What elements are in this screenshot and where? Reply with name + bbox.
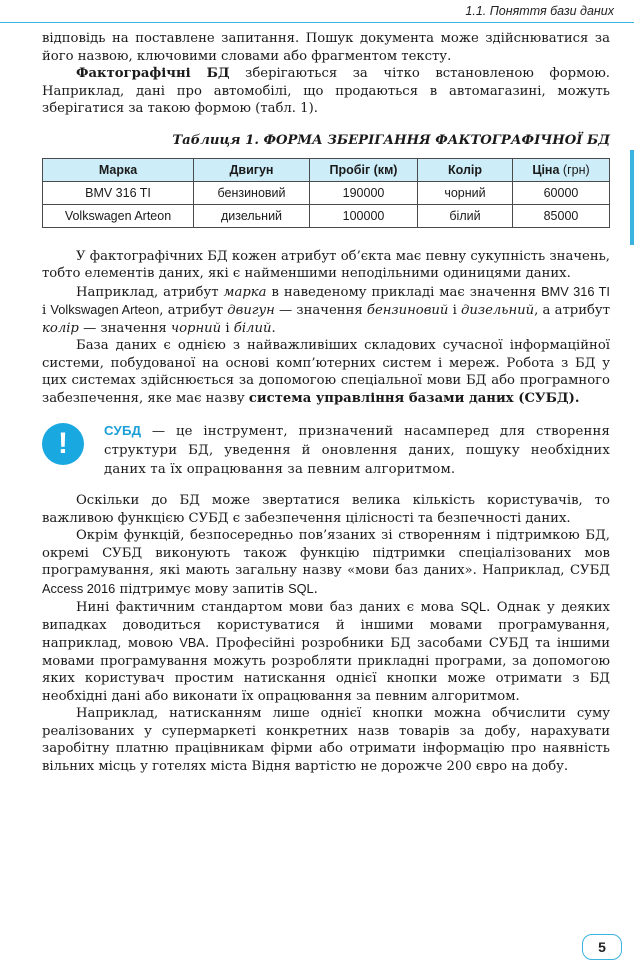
text-run: в наведеному прикладі має значення (266, 284, 542, 300)
paragraph-attributes: У фактографічних БД кожен атрибут об’єкта має певну сукупність значень, тобто елементів даних, які є найменшими неподільними одиницями даних. (42, 248, 610, 281)
term-factographic-db: Фактографічні БД (76, 66, 230, 81)
language-vba: VBA (179, 635, 205, 650)
col-header-color: Колір (418, 158, 513, 181)
text-run: — значення (274, 303, 367, 318)
text-run: База даних є однією з найважливіших складових сучасної інформаційної системи, побудованої на основі комп’ютерних систем і мереж. Робота з БД у цих системах здійснюється за допомогою спеціальної мови БД або програмного забезпечення, яке має назву (42, 338, 610, 406)
value-diesel: дизельний (461, 303, 535, 318)
paragraph-db-languages (42, 527, 610, 598)
table-row (43, 204, 610, 227)
product-access: Access 2016 (42, 580, 116, 596)
cell-mileage: 190000 (310, 181, 418, 204)
attr-color: колір (42, 320, 79, 336)
side-accent-strip (630, 150, 634, 245)
exclamation-icon: ! (42, 423, 84, 465)
paragraph-intro-continuation: відповідь на поставлене запитання. Пошук документа може здійснюватися за його назвою, ключовими словами або фрагментом тексту. (42, 31, 610, 64)
cell-color: білий (418, 204, 513, 227)
cell-engine: дизельний (194, 204, 310, 227)
col-header-engine: Двигун (194, 158, 310, 181)
col-header-price-label: Ціна (532, 162, 560, 177)
cell-price: 85000 (513, 204, 610, 227)
text-run: Наприклад, атрибут (76, 284, 224, 300)
language-sql: SQL (288, 580, 314, 596)
table-row (43, 181, 610, 204)
page-content (42, 30, 610, 775)
text-run: — значення (78, 320, 171, 336)
term-dbms-abbr: (СУБД). (513, 390, 580, 406)
cell-make: BMV 316 TI (43, 181, 194, 204)
paragraph-factographic (42, 65, 610, 118)
col-header-price (513, 158, 610, 181)
text-run: . Однак у деяких випадках доводиться користуватися й іншими мовами програмування, наприклад, мовою (42, 600, 610, 651)
page-header (0, 0, 634, 23)
text-run: . (271, 320, 276, 336)
paragraph-factographic-text: зберігаються за чітко встановленою формою. Наприклад, дані про автомобілі, що продаються в автомагазині, можуть зберігатися за такою формою (табл. 1). (42, 66, 610, 116)
paragraph-example-button: Наприклад, натисканням лише однієї кнопки можна обчислити суму реалізованих у супермаркеті конкретних назв товарів за добу, нарахувати заробітну платню працівникам фірми або отримати інформацію про наявність вільних місць у готелях міста Відня вартістю не дорожче 200 євро на добу. (42, 706, 610, 774)
value-white: білий (233, 320, 272, 336)
definition-note (42, 421, 610, 478)
text-run: Окрім функцій, безпосередньо пов’язаних зі створенням і підтримкою БД, окремі СУБД виконують також функцію підтримки спеціалізованих мов програмування, які мають загальну назву «мови баз даних». Наприклад, СУБД (42, 528, 610, 578)
text-run: . Професійні розробники БД засобами СУБД та іншими мовами програмування можуть розробляти прикладні програми, за допомогою яких користувач простим натискання однієї кнопки може отримати з БД необхідні дані або виконати їх опрацювання за певним алгоритмом. (42, 636, 610, 704)
page-number: 5 (582, 934, 622, 960)
text-run: і (42, 303, 51, 318)
text-run: , атрибут (159, 303, 228, 318)
col-header-make: Марка (43, 158, 194, 181)
text-run: підтримує мову запитів (115, 581, 289, 597)
paragraph-integrity: Оскільки до БД може звертатися велика кількість користувачів, то важливою функцією СУБД є забезпечення цілісності та безпечності даних. (42, 493, 610, 526)
cell-engine: бензиновий (194, 181, 310, 204)
cell-color: чорний (418, 181, 513, 204)
paragraph-database-system (42, 337, 610, 407)
cell-price: 60000 (513, 181, 610, 204)
value-volkswagen: Volkswagen Arteon (50, 302, 160, 317)
cell-make: Volkswagen Arteon (43, 204, 194, 227)
value-petrol: бензиновий (366, 303, 449, 318)
attr-engine: двигун (227, 303, 275, 318)
definition-body: — це інструмент, призначений насамперед для створення структури БД, уведення й оновлення даних, пошуку необхідних даних та їх опрацювання за певним алгоритмом. (104, 424, 610, 477)
paragraph-attribute-example (42, 283, 610, 338)
term-dbms: система управління базами даних (248, 390, 514, 406)
section-title: 1.1. Поняття бази даних (465, 4, 614, 18)
table-header-row (43, 158, 610, 181)
value-bmv: BMV 316 TI (541, 283, 610, 299)
text-run: і (221, 320, 234, 336)
value-black: чорний (170, 320, 222, 336)
definition-text (104, 421, 610, 479)
col-header-price-unit: (грн) (562, 162, 590, 177)
text-run: Нині фактичним стандартом мови баз даних є мова (76, 600, 461, 615)
spacer (42, 228, 610, 248)
language-sql: SQL (460, 599, 487, 614)
cars-table (42, 158, 610, 228)
attr-make: марка (223, 284, 267, 300)
col-header-mileage: Пробіг (км) (310, 158, 418, 181)
text-run: . (313, 581, 318, 597)
paragraph-sql-standard (42, 598, 610, 705)
cell-mileage: 100000 (310, 204, 418, 227)
text-run: , а атрибут (534, 303, 610, 318)
definition-term: СУБД (104, 423, 142, 438)
text-run: і (448, 303, 462, 318)
table-caption: Таблиця 1. ФОРМА ЗБЕРІГАННЯ ФАКТОГРАФІЧНОЇ БД (172, 132, 610, 148)
